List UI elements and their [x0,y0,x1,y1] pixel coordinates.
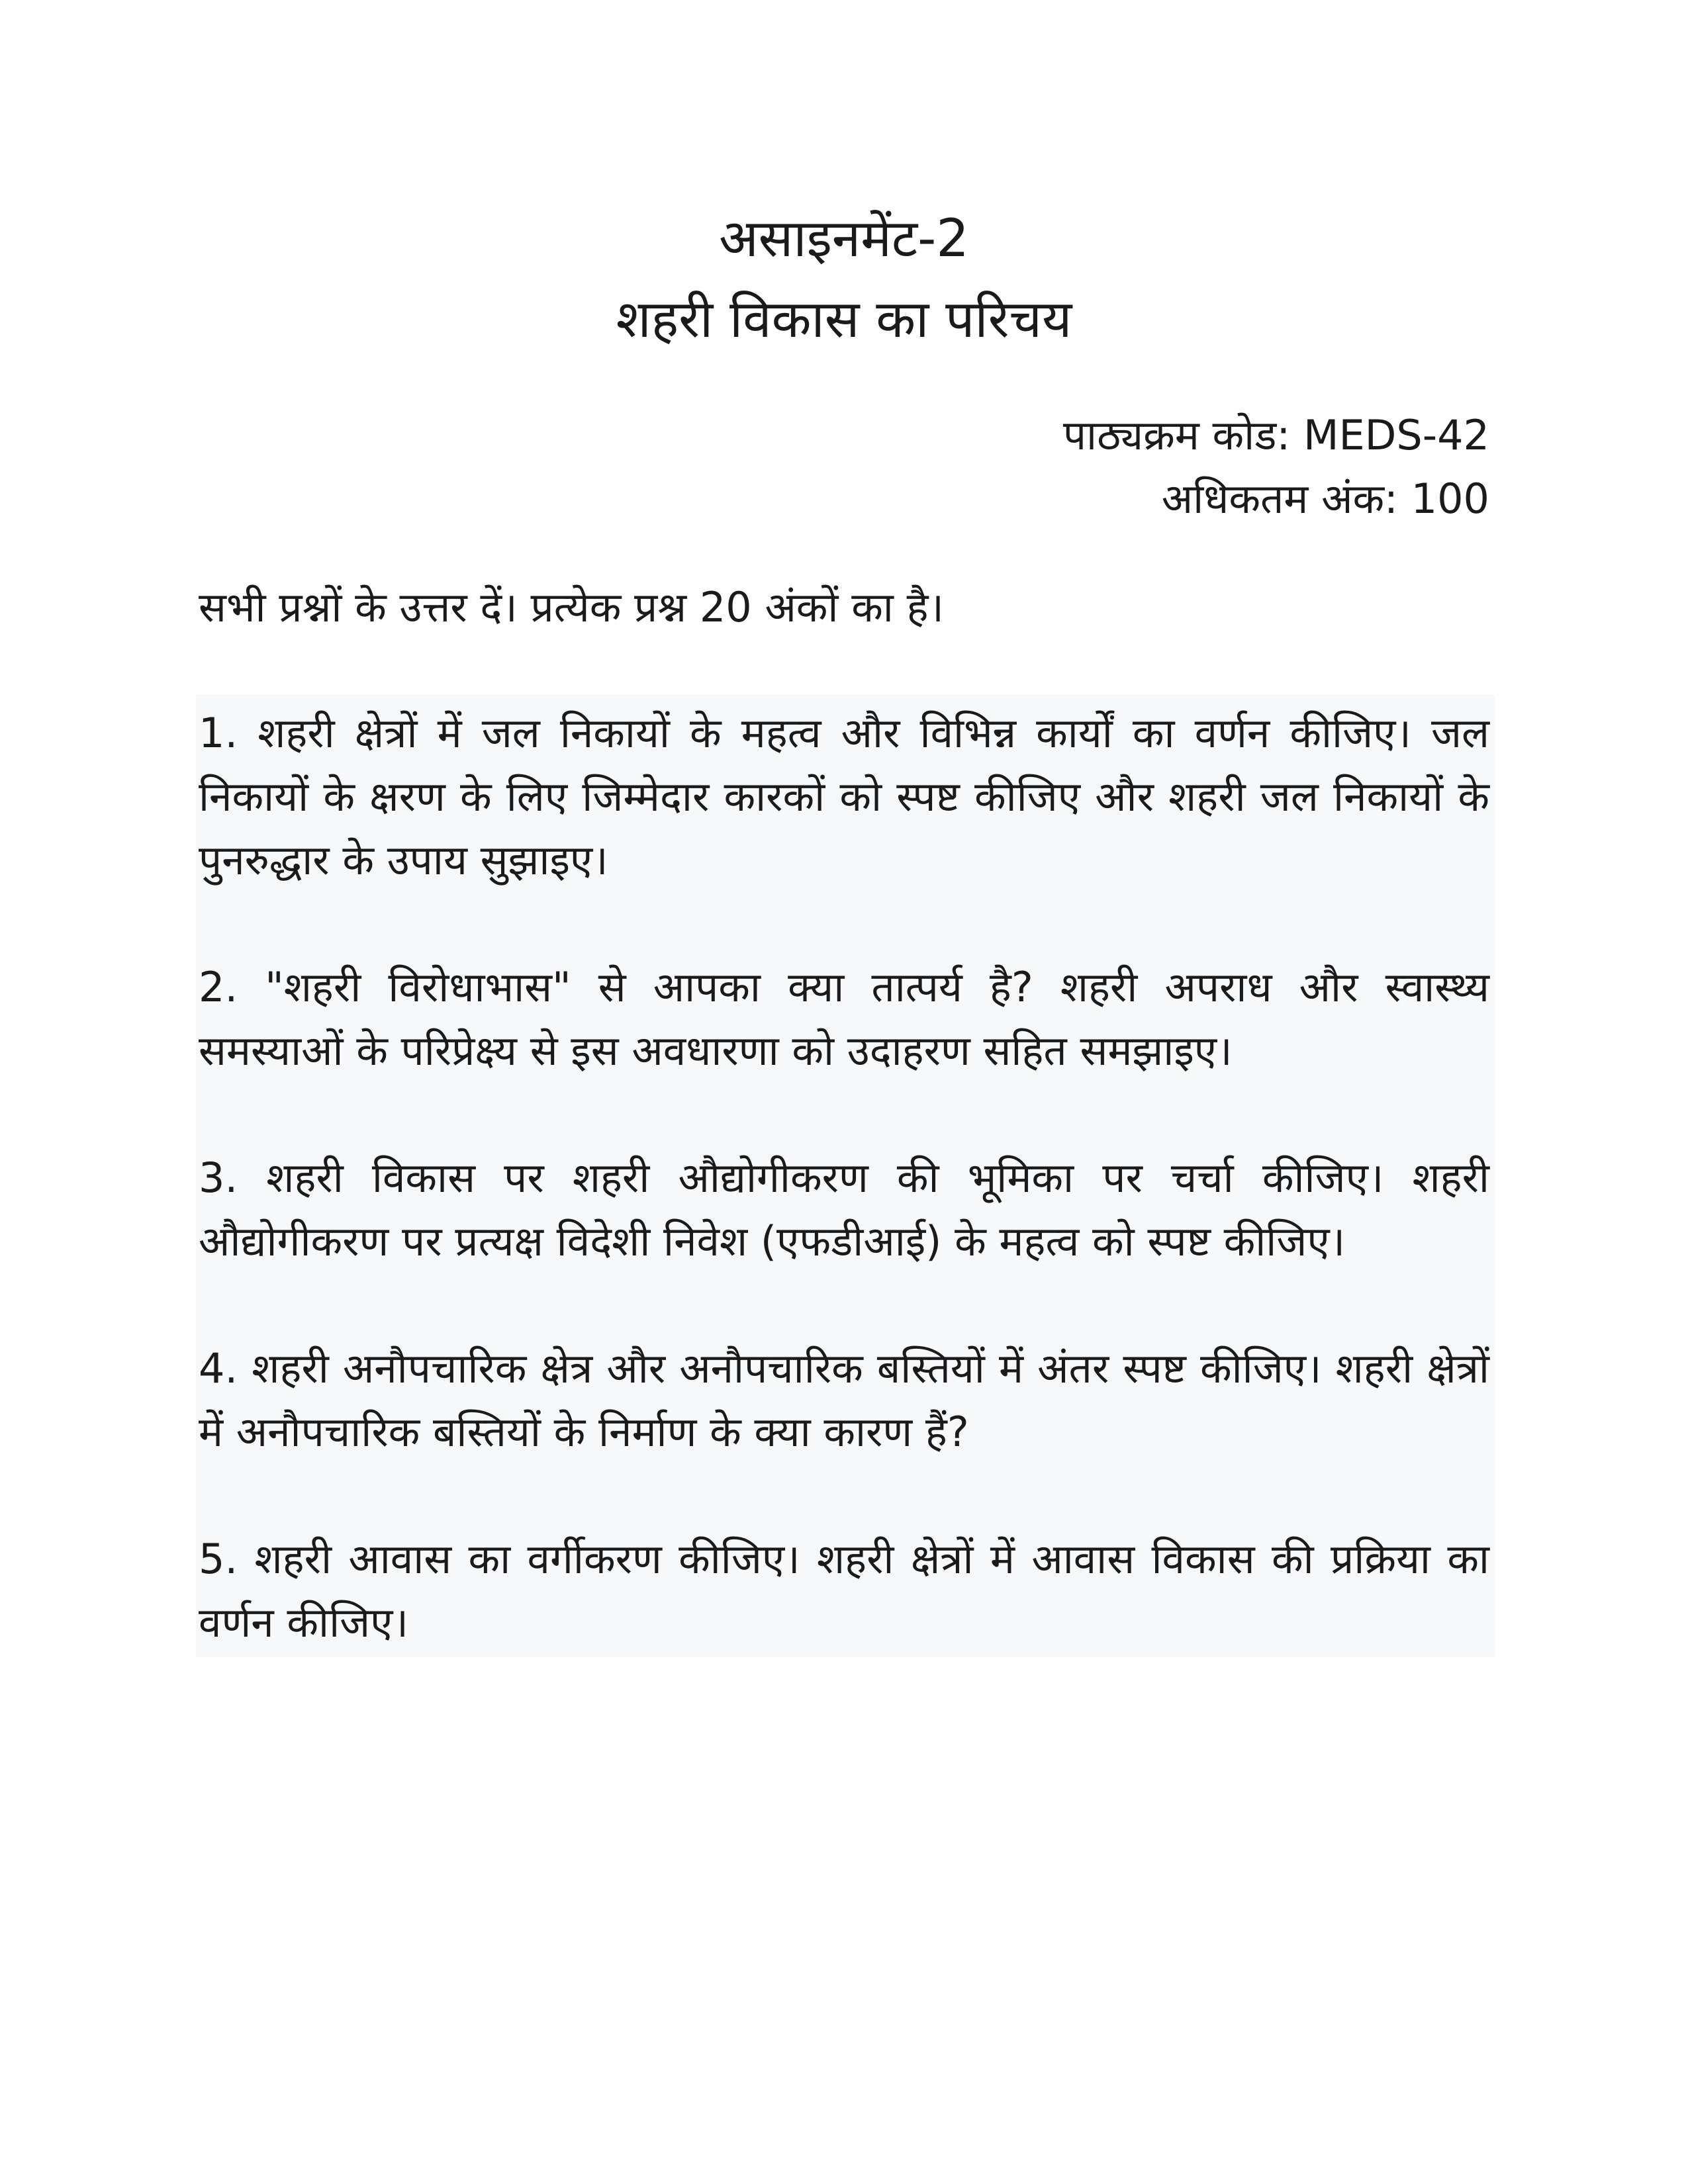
question-2: 2. "शहरी विरोधाभास" से आपका क्या तात्पर्य है? शहरी अपराध और स्वास्थ्य समस्याओं के परिप्रेक्ष्य से इस अवधारणा को उदाहरण सहित समझाइए। [199,963,1489,1075]
document-subtitle: शहरी विकास का परिचय [616,290,1072,349]
course-code: पाठ्यक्रम कोड: MEDS-42 [1062,411,1489,459]
instruction-text: सभी प्रश्नों के उत्तर दें। प्रत्येक प्रश्न 20 अंकों का है। [199,583,944,631]
document-title: असाइनमेंट-2 [719,209,969,269]
question-5: 5. शहरी आवास का वर्गीकरण कीजिए। शहरी क्षेत्रों में आवास विकास की प्रक्रिया का वर्णन कीजिए। [199,1535,1489,1647]
max-marks: अधिकतम अंक: 100 [1161,475,1489,523]
meta-block [1063,404,1489,531]
questions-list [196,695,1495,1657]
question-3: 3. शहरी विकास पर शहरी औद्योगीकरण की भूमिका पर चर्चा कीजिए। शहरी औद्योगीकरण पर प्रत्यक्ष विदेशी निवेश (एफडीआई) के महत्व को स्पष्ट कीजिए। [199,1154,1489,1265]
question-4: 4. शहरी अनौपचारिक क्षेत्र और अनौपचारिक बस्तियों में अंतर स्पष्ट कीजिए। शहरी क्षेत्रों में अनौपचारिक बस्तियों के निर्माण के क्या कारण हैं? [199,1344,1489,1456]
question-1: 1. शहरी क्षेत्रों में जल निकायों के महत्व और विभिन्न कार्यों का वर्णन कीजिए। जल निकायों के क्षरण के लिए जिम्मेदार कारकों को स्पष्ट कीजिए और शहरी जल निकायों के पुनरुद्धार के उपाय सुझाइए। [199,709,1489,884]
title-block [0,199,1688,360]
